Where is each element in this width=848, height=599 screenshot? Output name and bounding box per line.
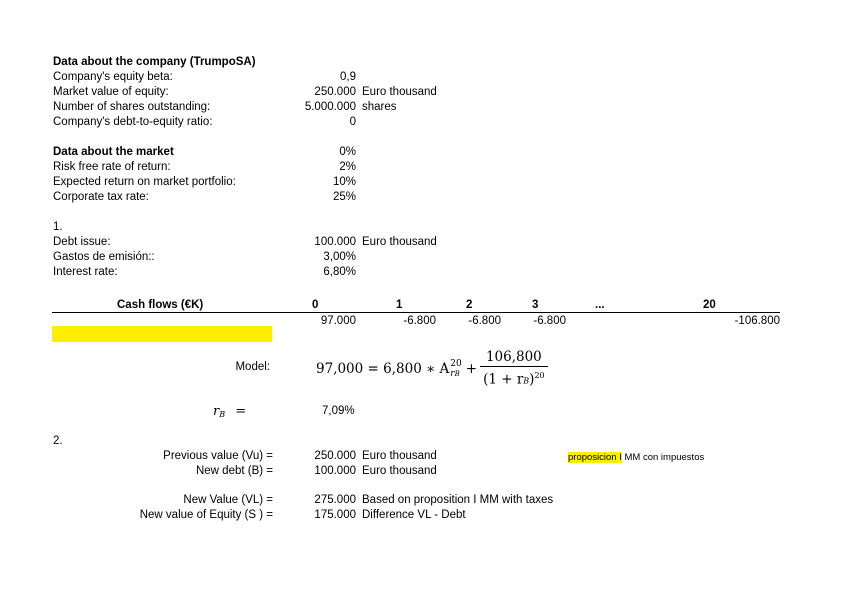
previous-value[interactable]: 250.000 (314, 450, 356, 462)
cashflow-20[interactable]: -106.800 (734, 315, 780, 327)
model-annuity-sub: r (450, 369, 455, 380)
issue-costs-label: Gastos de emisión:: (53, 251, 155, 263)
new-equity-label: New value of Equity (S ) = (139, 509, 273, 521)
company-equity-label: Market value of equity: (53, 86, 169, 98)
new-value-label: New Value (VL) = (183, 494, 273, 506)
rb-subscript: B (219, 410, 226, 419)
period-ellipsis: ... (595, 299, 605, 311)
cashflow-0[interactable]: 97.000 (320, 315, 356, 327)
risk-free-label: Risk free rate of return: (53, 161, 171, 173)
model-label: Model: (235, 361, 270, 373)
company-equity-unit: Euro thousand (362, 86, 437, 98)
cashflows-divider (52, 312, 780, 313)
cashflow-1[interactable]: -6.800 (403, 315, 436, 327)
debt-issue-value[interactable]: 100.000 (314, 236, 356, 248)
company-shares-unit: shares (362, 101, 397, 113)
market-return-value[interactable]: 10% (332, 176, 356, 188)
period-20: 20 (703, 299, 716, 311)
market-return-label: Expected return on market portfolio: (53, 176, 236, 188)
new-equity-note: Difference VL - Debt (362, 509, 466, 521)
section-1-number: 1. (53, 221, 63, 233)
side-note (568, 451, 704, 465)
model-lhs: 97,000 = 6,800 ∗ A (316, 360, 450, 377)
interest-rate-value[interactable]: 6,80% (323, 266, 356, 278)
debt-issue-label: Debt issue: (53, 236, 111, 248)
new-debt-note: Euro thousand (362, 465, 437, 477)
rb-value[interactable]: 7,09% (322, 405, 355, 417)
new-equity-value[interactable]: 175.000 (314, 509, 356, 521)
risk-free-value[interactable]: 2% (339, 161, 356, 173)
model-plus: + (465, 360, 478, 377)
company-section-title: Data about the company (TrumpoSA) (53, 56, 256, 68)
issue-costs-value[interactable]: 3,00% (323, 251, 356, 263)
company-beta-value[interactable]: 0,9 (340, 71, 356, 83)
side-note-rest: MM con impuestos (621, 452, 705, 463)
period-0: 0 (312, 299, 319, 311)
company-de-ratio-label: Company's debt-to-equity ratio: (53, 116, 213, 128)
period-3: 3 (532, 299, 539, 311)
company-beta-label: Company's equity beta: (53, 71, 173, 83)
model-annuity-subsub: B (454, 370, 460, 379)
model-numerator: 106,800 (480, 350, 548, 367)
new-value-note: Based on proposition I MM with taxes (362, 494, 554, 506)
previous-value-label: Previous value (Vu) = (163, 450, 273, 462)
rb-label (213, 405, 246, 422)
cashflow-2[interactable]: -6.800 (468, 315, 501, 327)
cashflow-3[interactable]: -6.800 (533, 315, 566, 327)
company-de-ratio-value[interactable]: 0 (349, 116, 356, 128)
company-shares-value[interactable]: 5.000.000 (304, 101, 356, 113)
company-equity-value[interactable]: 250.000 (314, 86, 356, 98)
model-den-open: (1 + r (483, 371, 524, 388)
company-shares-label: Number of shares outstanding: (53, 101, 211, 113)
model-den-exp: 20 (534, 371, 545, 380)
rb-equals: = (235, 404, 247, 419)
side-note-highlight: proposicion I (568, 452, 622, 463)
period-1: 1 (396, 299, 403, 311)
cashflows-header-label: Cash flows (€K) (117, 299, 204, 311)
new-debt-value[interactable]: 100.000 (314, 465, 356, 477)
tax-rate-value[interactable]: 25% (332, 191, 356, 203)
new-debt-label: New debt (B) = (195, 465, 273, 477)
highlighted-cell[interactable] (52, 326, 272, 342)
market-section-title: Data about the market (53, 146, 174, 158)
tax-rate-label: Corporate tax rate: (53, 191, 149, 203)
new-value[interactable]: 275.000 (314, 494, 356, 506)
section-2-number: 2. (53, 435, 63, 447)
model-den-close: ) (529, 371, 535, 388)
model-den-sub: B (523, 376, 530, 386)
rb-symbol: r (213, 404, 220, 419)
model-equation (316, 350, 548, 386)
market-title-value[interactable]: 0% (339, 146, 356, 158)
previous-value-note: Euro thousand (362, 450, 437, 462)
period-2: 2 (466, 299, 473, 311)
model-annuity-sup: 20 (450, 359, 462, 370)
debt-issue-unit: Euro thousand (362, 236, 437, 248)
interest-rate-label: Interest rate: (53, 266, 118, 278)
